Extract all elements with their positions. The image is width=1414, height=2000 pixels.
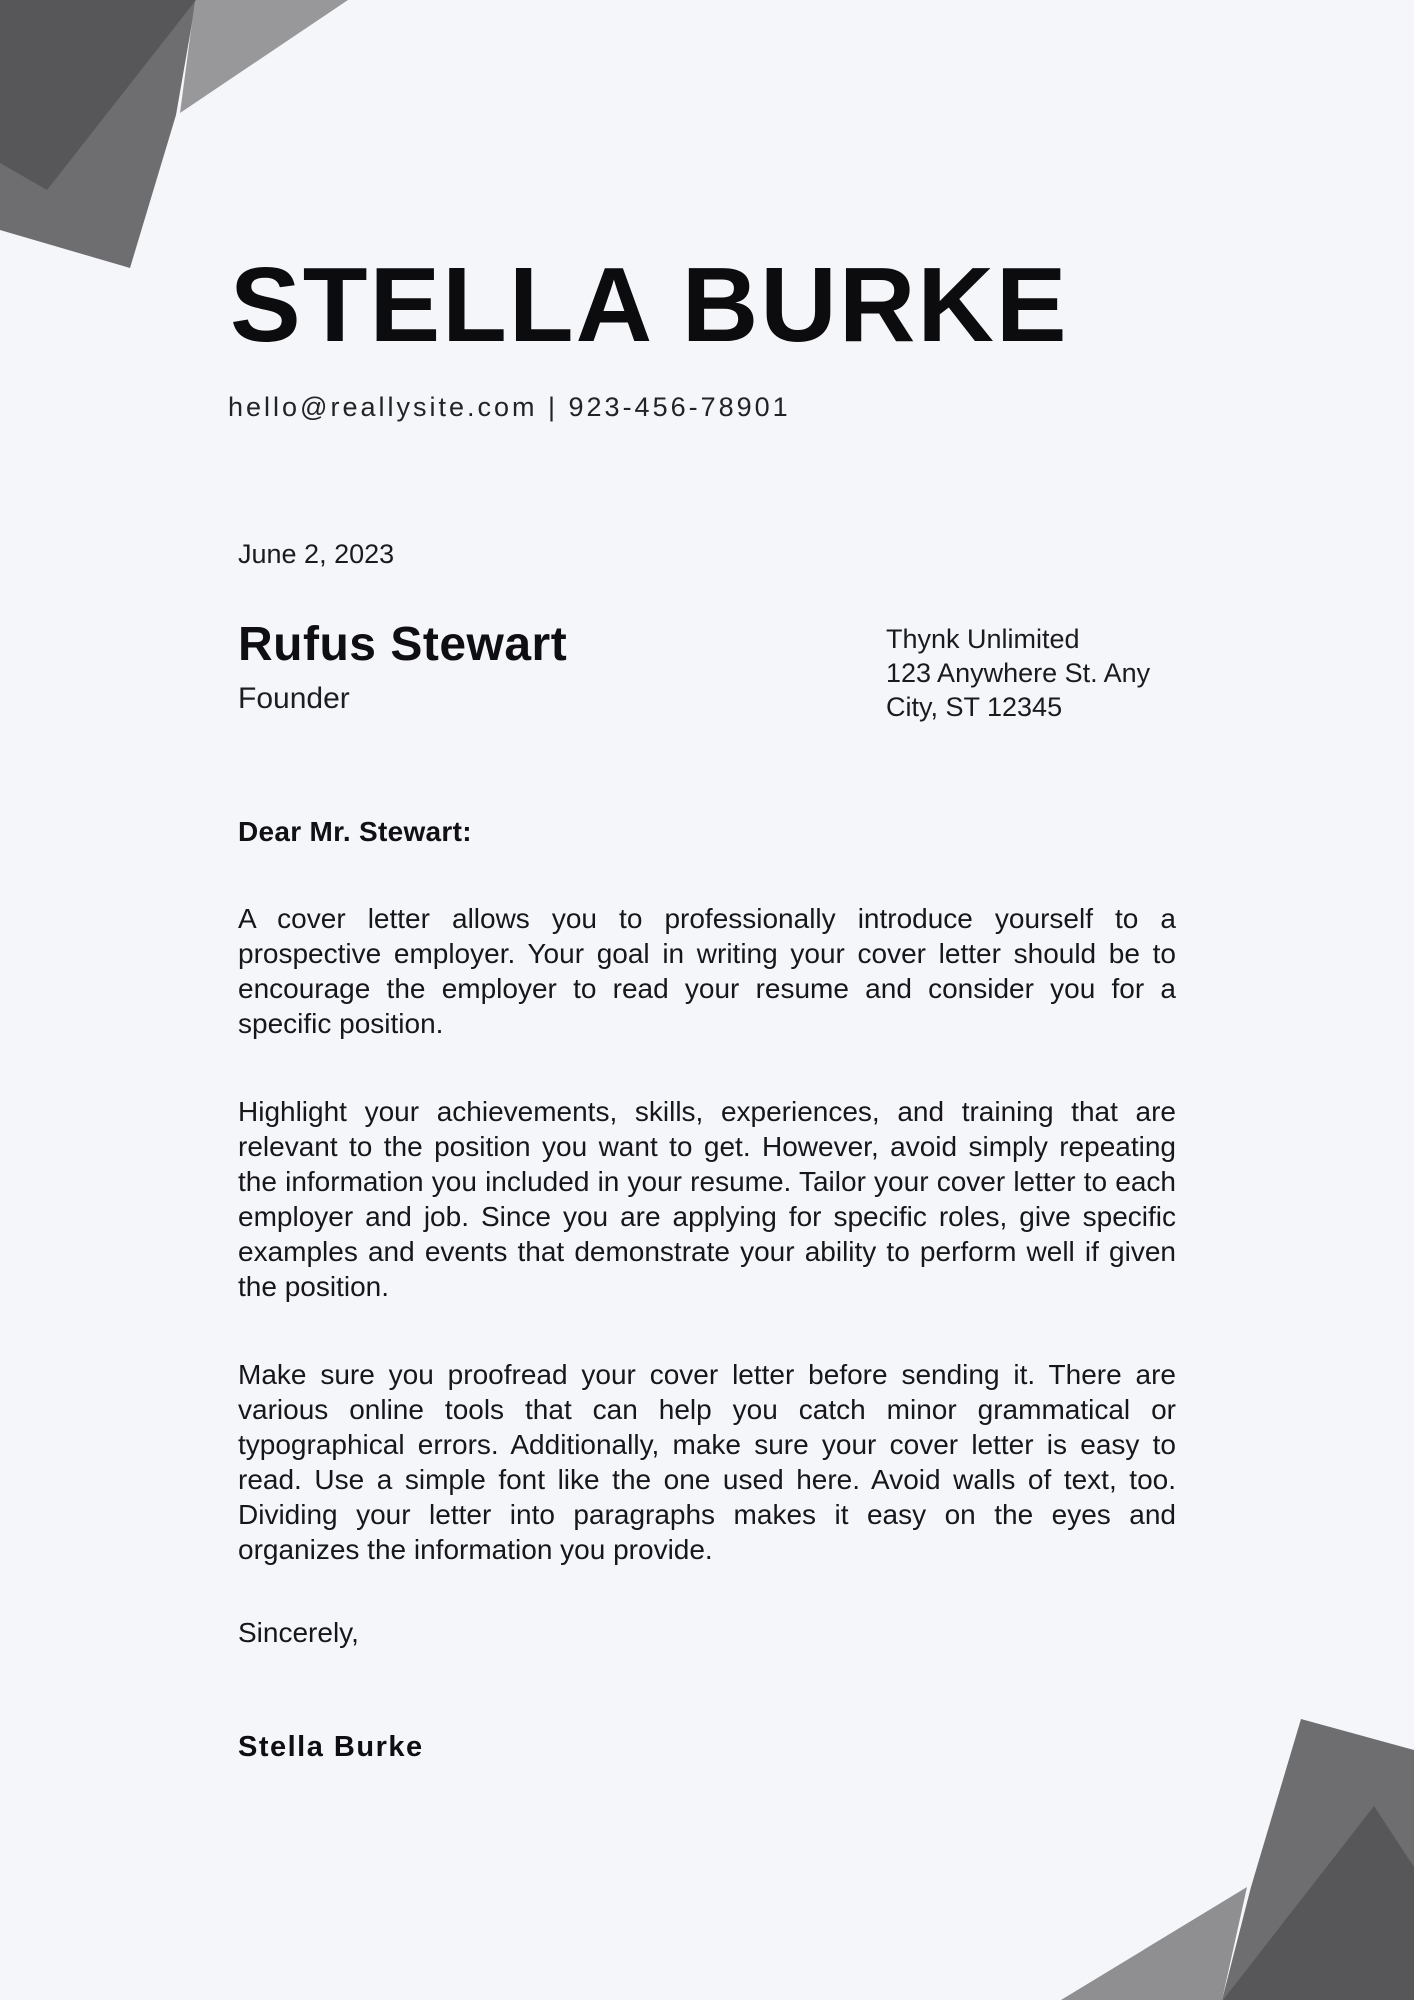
signature-name: Stella Burke: [238, 1731, 424, 1763]
company-address-block: [886, 620, 1176, 724]
sender-contact-line: hello@reallysite.com | 923-456-78901: [228, 392, 791, 422]
closing-line: Sincerely,: [238, 1617, 359, 1648]
sender-name-heading: STELLA BURKE: [230, 246, 1069, 364]
recipient-block: [238, 620, 567, 716]
body-paragraph-1: A cover letter allows you to professionally introduce yourself to a prospective employer. Your goal in writing your cover letter should be to encourage the employer to read your resume and consider you for a specific position.: [238, 903, 1176, 1039]
letter-content: [228, 0, 1176, 1764]
company-address-line: City, ST 12345: [886, 692, 1063, 722]
recipient-section: [238, 620, 1176, 724]
company-name: Thynk Unlimited: [886, 624, 1080, 654]
body-paragraph-2: Highlight your achievements, skills, experiences, and training that are relevant to the position you want to get. However, avoid simply repeating the information you included in your resume. Tailor your cover letter to each employer and job. Since you are applying for specific roles, give specific examples and events that demonstrate your ability to perform well if given the position.: [238, 1096, 1176, 1302]
company-address-line: 123 Anywhere St. Any: [886, 658, 1151, 688]
decor-polygon-soft-gray: [1061, 1887, 1247, 2000]
body-paragraph-3: Make sure you proofread your cover letter before sending it. There are various online tools that can help you catch minor grammatical or typographical errors. Additionally, make sure your cover letter is easy to read. Use a simple font like the one used here. Avoid walls of text, too. Dividing your letter into paragraphs makes it easy on the eyes and organizes the information you provide.: [238, 1359, 1176, 1565]
salutation: Dear Mr. Stewart:: [238, 816, 472, 847]
recipient-name: Rufus Stewart: [238, 618, 568, 671]
letter-date: June 2, 2023: [238, 539, 395, 569]
recipient-title: Founder: [238, 682, 350, 716]
